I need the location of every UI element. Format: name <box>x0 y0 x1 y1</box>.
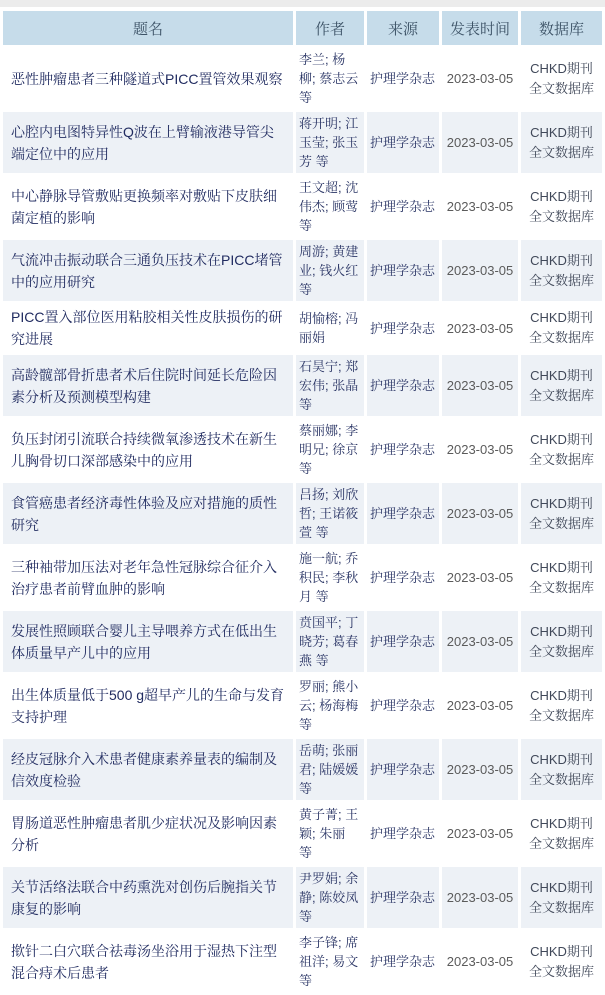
publish-date-text: 2023-03-05 <box>446 135 514 150</box>
source-journal-link[interactable]: 护理学杂志 <box>370 570 436 585</box>
publish-date-text: 2023-03-05 <box>446 890 514 905</box>
article-title-link[interactable]: PICC置入部位医用粘胶相关性皮肤损伤的研究进展 <box>11 309 283 347</box>
title-cell <box>3 48 293 109</box>
article-title-link[interactable]: 中心静脉导管敷贴更换频率对敷贴下皮肤细菌定植的影响 <box>11 187 277 226</box>
publish-date-text: 2023-03-05 <box>446 954 514 969</box>
authors-link[interactable]: 吕扬; 刘欣哲; 王诺筱萱 等 <box>299 487 359 540</box>
authors-cell <box>296 48 364 109</box>
table-row <box>3 611 602 672</box>
article-title-link[interactable]: 揿针二白穴联合祛毒汤坐浴用于湿热下注型混合痔术后患者 <box>11 942 277 981</box>
authors-link[interactable]: 石昊宁; 郑宏伟; 张晶 等 <box>299 359 359 412</box>
publish-date-text: 2023-03-05 <box>446 442 514 457</box>
source-cell <box>367 483 439 544</box>
table-row <box>3 355 602 416</box>
authors-cell <box>296 176 364 237</box>
title-cell <box>3 483 293 544</box>
authors-cell <box>296 240 364 301</box>
database-name-text: CHKD期刊全文数据库 <box>528 943 594 979</box>
article-title-link[interactable]: 气流冲击振动联合三通负压技术在PICC堵管中的应用研究 <box>11 251 283 290</box>
publish-date-text: 2023-03-05 <box>446 826 514 841</box>
authors-link[interactable]: 王文超; 沈伟杰; 顾莺 等 <box>299 180 359 233</box>
title-cell <box>3 867 293 928</box>
database-cell <box>521 803 602 864</box>
source-journal-link[interactable]: 护理学杂志 <box>370 320 436 336</box>
database-name-text: CHKD期刊全文数据库 <box>528 687 594 723</box>
source-journal-link[interactable]: 护理学杂志 <box>370 263 436 278</box>
authors-link[interactable]: 罗丽; 熊小云; 杨海梅 等 <box>299 679 359 732</box>
table-row <box>3 675 602 736</box>
publish-date-cell <box>442 112 518 173</box>
publish-date-cell <box>442 419 518 480</box>
database-cell <box>521 931 602 992</box>
column-header-source[interactable]: 来源 <box>367 11 439 45</box>
title-cell <box>3 355 293 416</box>
database-name-text: CHKD期刊全文数据库 <box>528 879 594 915</box>
source-cell <box>367 803 439 864</box>
authors-link[interactable]: 李兰; 杨柳; 蔡志云 等 <box>299 52 359 105</box>
database-name-text: CHKD期刊全文数据库 <box>528 367 594 403</box>
authors-cell <box>296 675 364 736</box>
table-header-row <box>3 11 602 45</box>
publish-date-text: 2023-03-05 <box>446 698 514 713</box>
table-row <box>3 48 602 109</box>
source-journal-link[interactable]: 护理学杂志 <box>370 698 436 713</box>
publish-date-cell <box>442 803 518 864</box>
source-journal-link[interactable]: 护理学杂志 <box>370 954 436 969</box>
table-row <box>3 240 602 301</box>
authors-cell <box>296 611 364 672</box>
authors-link[interactable]: 岳萌; 张丽君; 陆媛媛 等 <box>299 743 359 796</box>
publish-date-text: 2023-03-05 <box>446 506 514 521</box>
database-name-text: CHKD期刊全文数据库 <box>528 751 594 787</box>
authors-link[interactable]: 胡愉榕; 冯丽娟 <box>299 311 359 345</box>
authors-cell <box>296 867 364 928</box>
source-cell <box>367 112 439 173</box>
column-header-date[interactable]: 发表时间 <box>442 11 518 45</box>
database-name-text: CHKD期刊全文数据库 <box>528 252 594 288</box>
table-row <box>3 547 602 608</box>
search-results-table <box>0 8 605 995</box>
publish-date-cell <box>442 739 518 800</box>
source-cell <box>367 867 439 928</box>
article-title-link[interactable]: 三种袖带加压法对老年急性冠脉综合征介入治疗患者前臂血肿的影响 <box>11 558 277 597</box>
article-title-link[interactable]: 关节活络法联合中药熏洗对创伤后腕指关节康复的影响 <box>11 878 277 917</box>
source-journal-link[interactable]: 护理学杂志 <box>370 378 436 393</box>
source-cell <box>367 739 439 800</box>
article-title-link[interactable]: 恶性肿瘤患者三种隧道式PICC置管效果观察 <box>11 70 283 87</box>
article-title-link[interactable]: 出生体质量低于500 g超早产儿的生命与发育支持护理 <box>11 686 285 725</box>
publish-date-cell <box>442 867 518 928</box>
source-cell <box>367 176 439 237</box>
title-cell <box>3 419 293 480</box>
database-cell <box>521 48 602 109</box>
publish-date-text: 2023-03-05 <box>446 762 514 777</box>
database-name-text: CHKD期刊全文数据库 <box>528 623 594 659</box>
title-cell <box>3 304 293 352</box>
article-title-link[interactable]: 高龄髋部骨折患者术后住院时间延长危险因素分析及预测模型构建 <box>11 366 277 405</box>
source-journal-link[interactable]: 护理学杂志 <box>370 762 436 777</box>
authors-cell <box>296 803 364 864</box>
table-row <box>3 867 602 928</box>
authors-cell <box>296 112 364 173</box>
source-cell <box>367 304 439 352</box>
database-name-text: CHKD期刊全文数据库 <box>528 431 594 467</box>
source-cell <box>367 611 439 672</box>
database-cell <box>521 240 602 301</box>
publish-date-text: 2023-03-05 <box>446 320 514 336</box>
authors-cell <box>296 931 364 992</box>
database-name-text: CHKD期刊全文数据库 <box>528 124 594 160</box>
source-journal-link[interactable]: 护理学杂志 <box>370 506 436 521</box>
table-row <box>3 739 602 800</box>
database-cell <box>521 355 602 416</box>
publish-date-cell <box>442 611 518 672</box>
publish-date-cell <box>442 304 518 352</box>
title-cell <box>3 611 293 672</box>
source-journal-link[interactable]: 护理学杂志 <box>370 826 436 841</box>
article-title-link[interactable]: 食管癌患者经济毒性体验及应对措施的质性研究 <box>11 494 277 533</box>
authors-cell <box>296 483 364 544</box>
article-title-link[interactable]: 发展性照顾联合婴儿主导喂养方式在低出生体质量早产儿中的应用 <box>11 622 277 661</box>
title-cell <box>3 176 293 237</box>
database-cell <box>521 547 602 608</box>
authors-cell <box>296 739 364 800</box>
publish-date-cell <box>442 240 518 301</box>
source-journal-link[interactable]: 护理学杂志 <box>370 634 436 649</box>
article-title-link[interactable]: 负压封闭引流联合持续微氧渗透技术在新生儿胸骨切口深部感染中的应用 <box>11 430 277 469</box>
publish-date-text: 2023-03-05 <box>446 378 514 393</box>
title-cell <box>3 112 293 173</box>
authors-link[interactable]: 尹罗娟; 余静; 陈姣凤 等 <box>299 871 359 924</box>
database-name-text: CHKD期刊全文数据库 <box>528 495 594 531</box>
database-name-text: CHKD期刊全文数据库 <box>528 188 594 224</box>
publish-date-text: 2023-03-05 <box>446 263 514 278</box>
authors-link[interactable]: 周游; 黄建业; 钱火红 等 <box>299 244 359 297</box>
source-journal-link[interactable]: 护理学杂志 <box>370 135 436 150</box>
title-cell <box>3 803 293 864</box>
table-row <box>3 304 602 352</box>
title-cell <box>3 547 293 608</box>
source-cell <box>367 48 439 109</box>
authors-cell <box>296 419 364 480</box>
table-row <box>3 483 602 544</box>
authors-cell <box>296 547 364 608</box>
authors-link[interactable]: 施一航; 乔积民; 李秋月 等 <box>299 551 359 604</box>
title-cell <box>3 675 293 736</box>
table-row <box>3 803 602 864</box>
source-journal-link[interactable]: 护理学杂志 <box>370 890 436 905</box>
authors-link[interactable]: 蒋开明; 江玉莹; 张玉芳 等 <box>299 116 359 169</box>
article-title-link[interactable]: 心腔内电图特异性Q波在上臂输液港导管尖端定位中的应用 <box>11 123 274 162</box>
database-cell <box>521 176 602 237</box>
publish-date-cell <box>442 176 518 237</box>
publish-date-text: 2023-03-05 <box>446 570 514 585</box>
source-journal-link[interactable]: 护理学杂志 <box>370 199 436 214</box>
source-cell <box>367 240 439 301</box>
database-cell <box>521 675 602 736</box>
publish-date-text: 2023-03-05 <box>446 71 514 86</box>
database-cell <box>521 304 602 352</box>
authors-cell <box>296 355 364 416</box>
table-row <box>3 419 602 480</box>
table-row <box>3 931 602 992</box>
title-cell <box>3 739 293 800</box>
database-cell <box>521 739 602 800</box>
publish-date-text: 2023-03-05 <box>446 199 514 214</box>
database-cell <box>521 611 602 672</box>
database-cell <box>521 419 602 480</box>
publish-date-cell <box>442 675 518 736</box>
table-row <box>3 112 602 173</box>
database-name-text: CHKD期刊全文数据库 <box>528 310 594 345</box>
column-header-title[interactable]: 题名 <box>3 11 293 45</box>
top-strip <box>0 0 605 8</box>
database-name-text: CHKD期刊全文数据库 <box>528 559 594 595</box>
source-cell <box>367 547 439 608</box>
publish-date-cell <box>442 48 518 109</box>
publish-date-text: 2023-03-05 <box>446 634 514 649</box>
column-header-author[interactable]: 作者 <box>296 11 364 45</box>
source-cell <box>367 419 439 480</box>
title-cell <box>3 240 293 301</box>
authors-link[interactable]: 李子锋; 席祖洋; 易文 等 <box>299 935 359 988</box>
source-cell <box>367 931 439 992</box>
publish-date-cell <box>442 355 518 416</box>
source-cell <box>367 675 439 736</box>
database-cell <box>521 867 602 928</box>
source-journal-link[interactable]: 护理学杂志 <box>370 71 436 86</box>
database-name-text: CHKD期刊全文数据库 <box>528 60 594 96</box>
article-title-link[interactable]: 经皮冠脉介入术患者健康素养量表的编制及信效度检验 <box>11 750 277 789</box>
authors-link[interactable]: 蔡丽娜; 李明兄; 徐京 等 <box>299 423 359 476</box>
column-header-database[interactable]: 数据库 <box>521 11 602 45</box>
publish-date-cell <box>442 483 518 544</box>
authors-cell <box>296 304 364 352</box>
database-cell <box>521 112 602 173</box>
title-cell <box>3 931 293 992</box>
source-journal-link[interactable]: 护理学杂志 <box>370 442 436 457</box>
database-cell <box>521 483 602 544</box>
publish-date-cell <box>442 547 518 608</box>
publish-date-cell <box>442 931 518 992</box>
source-cell <box>367 355 439 416</box>
authors-link[interactable]: 黄子菁; 王颖; 朱丽 等 <box>299 807 359 860</box>
table-row <box>3 176 602 237</box>
authors-link[interactable]: 贲国平; 丁晓芳; 葛春燕 等 <box>299 615 359 668</box>
article-title-link[interactable]: 胃肠道恶性肿瘤患者肌少症状况及影响因素分析 <box>11 814 277 853</box>
database-name-text: CHKD期刊全文数据库 <box>528 815 594 851</box>
